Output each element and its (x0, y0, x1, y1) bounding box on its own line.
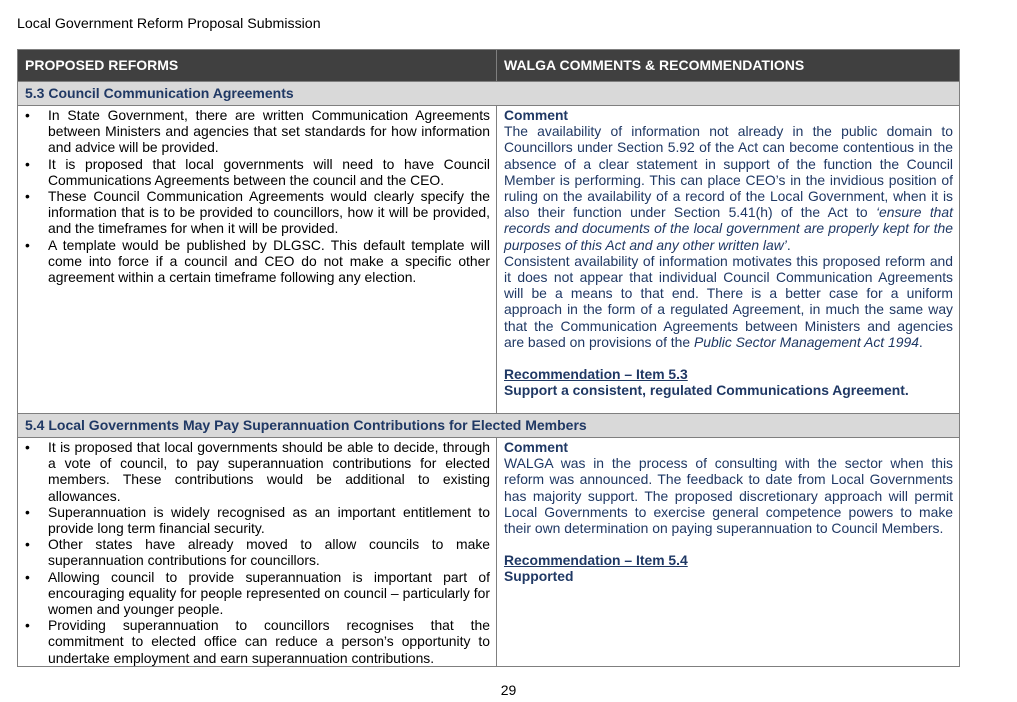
spacer (504, 536, 953, 552)
reform-bullet-list (22, 107, 490, 285)
page-number: 29 (500, 682, 517, 698)
recommendation-text: Support a consistent, regulated Communications Agreement. (504, 382, 909, 399)
recommendation-heading: Recommendation – Item 5.4 (504, 552, 688, 569)
bullet-icon: • (25, 503, 30, 520)
section-title-5-4: 5.4 Local Governments May Pay Superannuation Contributions for Elected Members (18, 414, 960, 438)
list-item: • Providing superannuation to councillors recognises that the commitment to elected office can reduce a person’s opportunity to undertake employment and earn superannuation contributions. (25, 617, 490, 666)
bullet-icon: • (25, 236, 30, 253)
list-item: • In State Government, there are written Communication Agreements between Ministers and agencies that set standards for how information and advice will be provided. (25, 107, 490, 156)
section-title-5-3: 5.3 Council Communication Agreements (18, 82, 960, 106)
recommendation-heading: Recommendation – Item 5.3 (504, 366, 688, 383)
comment-paragraph: Consistent availability of information motivates this proposed reform and it does not appear that individual Council Communication Agreements will be a means to that end. There is a better case for a uniform approach in the form of a regulated Agreement, in much the same way that the Communication Agreements between Ministers and agencies are based on provisions of the Public Sector Management Act 1994. (504, 252, 953, 350)
list-item: • Allowing council to provide superannuation is important part of encouraging equality for people represented on council – particularly for women and younger people. (25, 568, 490, 618)
column-header-walga-comments: WALGA COMMENTS & RECOMMENDATIONS (497, 50, 960, 82)
bullet-icon: • (25, 568, 30, 585)
list-item: • Superannuation is widely recognised as an important entitlement to provide long term financial security. (25, 503, 490, 537)
comment-paragraph: The availability of information not already in the public domain to Councillors under Section 5.92 of the Act can become contentious in the absence of a clear statement in support of the function the Council Member is performing. This can place CEO’s in the invidious position of ruling on the availability of a record of the Local Government, when it is also their function under Section 5.41(h) of the Act to ‘ensure that records and documents of the local government are properly kept for the purposes of this Act and any other written law’. (504, 123, 953, 253)
bullet-icon: • (25, 188, 30, 205)
comment-heading: Comment (504, 439, 569, 455)
proposed-reforms-cell-5-3 (18, 106, 497, 414)
bullet-icon: • (25, 536, 30, 553)
bullet-icon: • (25, 155, 30, 172)
table-header-row (18, 50, 960, 82)
document-title: Local Government Reform Proposal Submission (17, 16, 321, 32)
content-row-5-4 (18, 438, 960, 667)
bullet-icon: • (25, 439, 30, 455)
list-item: • Other states have already moved to allow councils to make superannuation contributions for councillors. (25, 536, 490, 569)
section-row-5-4 (18, 414, 960, 438)
walga-comments-cell-5-3 (497, 106, 960, 414)
bullet-icon: • (25, 107, 30, 123)
proposed-reforms-cell-5-4 (18, 438, 497, 667)
section-row-5-3 (18, 82, 960, 106)
list-item: • A template would be published by DLGSC. This default template will come into force if a council and CEO do not make a specific other agreement within a certain timeframe following any election. (25, 236, 490, 286)
bullet-icon: • (25, 617, 30, 634)
quoted-legislation: ‘ensure that records and documents of the local government are properly kept for the purposes of this Act and any other written law’ (504, 204, 953, 253)
column-header-proposed-reforms: PROPOSED REFORMS (18, 50, 497, 82)
comment-paragraph: WALGA was in the process of consulting with the sector when this reform was announced. The feedback to date from Local Governments has majority support. The proposed discretionary approach will permit Local Governments to exercise general competence powers to make their own determination on paying superannuation to Council Members. (504, 455, 953, 537)
reform-bullet-list (22, 439, 490, 666)
spacer (504, 350, 953, 366)
act-title: Public Sector Management Act 1994 (693, 333, 919, 350)
comment-heading: Comment (504, 107, 569, 123)
reform-table (17, 49, 960, 667)
content-row-5-3 (18, 106, 960, 414)
list-item: • It is proposed that local governments should be able to decide, through a vote of council, to pay superannuation contributions for elected members. These contributions would be additional to existing allowances. (25, 439, 490, 504)
recommendation-text: Supported (504, 568, 574, 585)
walga-comments-cell-5-4 (497, 438, 960, 667)
list-item: • It is proposed that local governments will need to have Council Communications Agreements between the council and the CEO. (25, 155, 490, 188)
list-item: • These Council Communication Agreements would clearly specify the information that is to be provided to councillors, how it will be provided, and the timeframes for when it will be provided. (25, 188, 490, 237)
